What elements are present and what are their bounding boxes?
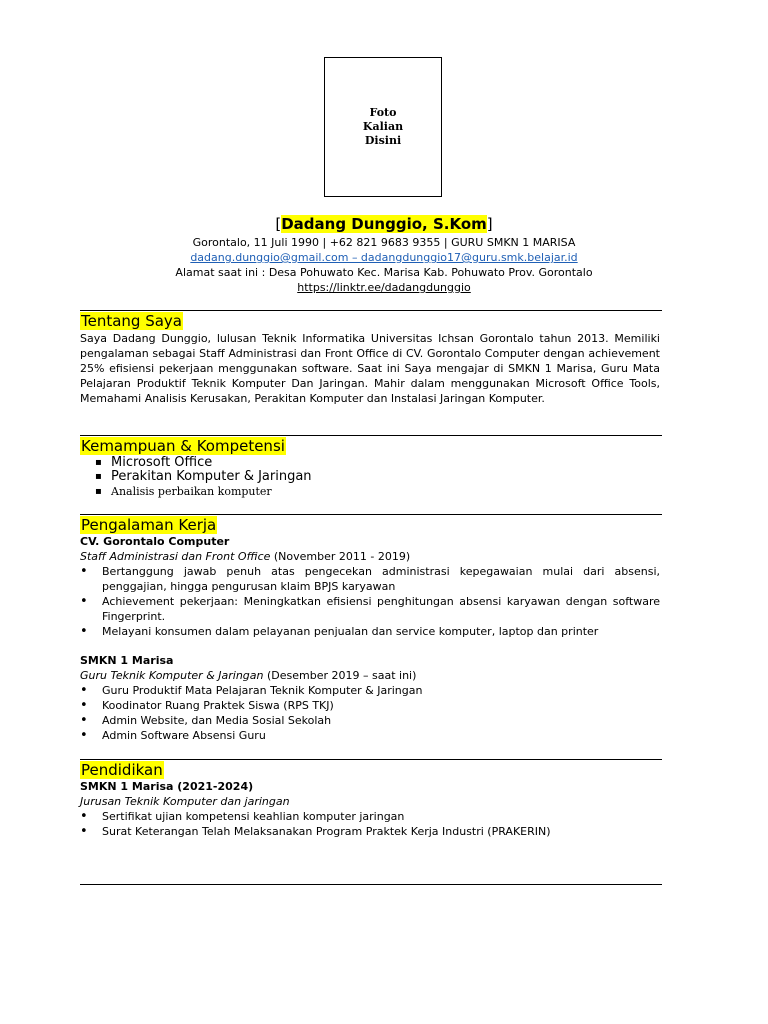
education-major-line [80, 794, 290, 809]
education-item: • Sertifikat ujian kompetensi keahlian komputer jaringan [80, 809, 660, 824]
education-item: • Surat Keterangan Telah Melaksanakan Program Praktek Kerja Industri (PRAKERIN) [80, 824, 660, 839]
job-role: Staff Administrasi dan Front Office [80, 550, 271, 563]
photo-placeholder [324, 57, 442, 197]
job-role-line [80, 549, 410, 564]
job-role-line [80, 668, 416, 683]
about-text: Saya Dadang Dunggio, lulusan Teknik Informatika Universitas Ichsan Gorontalo tahun 2013. Memiliki pengalaman sebagai Staff Administrasi dan Front Office di CV. Gorontalo Computer dengan achievement 25% efisiensi pekerjaan menggunakan software. Saat ini Saya mengajar di SMKN 1 Marisa, Guru Mata Pelajaran Produktif Teknik Komputer Dan Jaringan. Mahir dalam menggunakan Microsoft Office Tools, Memahami Analisis Kerusakan, Perakitan Komputer dan Instalasi Jaringan Komputer. [80, 332, 660, 405]
contact-line: Gorontalo, 11 Juli 1990 | +62 821 9683 9355 | GURU SMKN 1 MARISA [192, 236, 576, 249]
skill-item: ▪ Analisis perbaikan komputer [95, 484, 655, 500]
section-divider [80, 310, 662, 311]
job-duty-item: • Melayani konsumen dalam pelayanan penjualan dan service komputer, laptop dan printer [80, 624, 660, 639]
job-duty-item: • Koodinator Ruang Praktek Siswa (RPS TKJ) [80, 698, 660, 713]
job-company: CV. Gorontalo Computer [80, 535, 230, 548]
job-duty-item: • Admin Website, dan Media Sosial Sekolah [80, 713, 660, 728]
skill-item: ▪ Microsoft Office [95, 456, 655, 470]
education-school: SMKN 1 Marisa (2021-2024) [80, 780, 254, 793]
linktree-link[interactable]: https://linktr.ee/dadangdunggio [297, 281, 471, 294]
linktree-line [0, 280, 768, 295]
job-company: SMKN 1 Marisa [80, 654, 174, 667]
job-role: Guru Teknik Komputer & Jaringan [80, 669, 264, 682]
name-heading [0, 214, 768, 234]
name-bracket-open: [ [275, 215, 282, 233]
name-bracket-close: ] [486, 215, 493, 233]
photo-text-line: Foto [369, 106, 397, 119]
section-divider [80, 884, 662, 885]
experience-heading: Pengalaman Kerja [81, 516, 217, 534]
address-line: Alamat saat ini : Desa Pohuwato Kec. Marisa Kab. Pohuwato Prov. Gorontalo [175, 266, 593, 279]
skill-item: ▪ Perakitan Komputer & Jaringan [95, 470, 655, 484]
skills-list [95, 456, 655, 500]
about-heading: Tentang Saya [81, 312, 183, 330]
person-name: Dadang Dunggio, S.Kom [281, 215, 487, 233]
job-duties-list [80, 564, 660, 639]
section-divider [80, 759, 662, 760]
education-heading: Pendidikan [81, 761, 163, 779]
job-period: (Desember 2019 – saat ini) [263, 669, 417, 682]
job-duties-list [80, 683, 660, 743]
skills-heading: Kemampuan & Kompetensi [81, 437, 285, 455]
job-duty-item: • Guru Produktif Mata Pelajaran Teknik Komputer & Jaringan [80, 683, 660, 698]
job-duty-item: • Bertanggung jawab penuh atas pengecekan administrasi kepegawaian mulai dari absensi, penggajian, hingga pengurusan klaim BPJS karyawan [80, 564, 660, 594]
photo-placeholder-text [348, 106, 418, 148]
section-divider [80, 514, 662, 515]
job-duty-item: • Admin Software Absensi Guru [80, 728, 660, 743]
email-line [0, 250, 768, 265]
section-divider [80, 435, 662, 436]
education-major: Jurusan Teknik Komputer dan jaringan [80, 795, 290, 808]
education-list [80, 809, 660, 839]
job-period: (November 2011 - 2019) [270, 550, 411, 563]
email-link[interactable]: dadang.dunggio@gmail.com – dadangdunggio17@guru.smk.belajar.id [190, 251, 578, 264]
photo-text-line: Disini [364, 134, 402, 147]
job-duty-item: • Achievement pekerjaan: Meningkatkan efisiensi penghitungan absensi karyawan dengan software Fingerprint. [80, 594, 660, 624]
photo-text-line: Kalian [362, 120, 404, 133]
